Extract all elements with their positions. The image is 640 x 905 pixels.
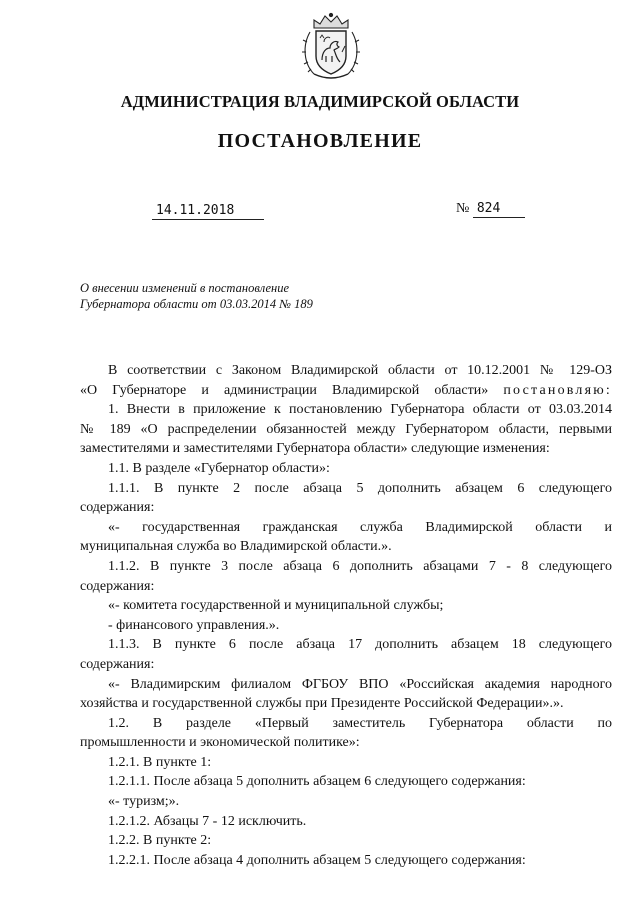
document-number-value: 824 bbox=[473, 201, 525, 218]
body-line: 1.2.1.2. Абзацы 7 - 12 исключить. bbox=[108, 813, 307, 829]
body-line: 1.1.2. В пункте 3 после абзаца 6 дополнить абзацами 7 - 8 следующего bbox=[108, 558, 612, 574]
body-line: 1.1.1. В пункте 2 после абзаца 5 дополнить абзацем 6 следующего bbox=[108, 480, 612, 496]
body-line: 1.2.2.1. После абзаца 4 дополнить абзацем 5 следующего содержания: bbox=[108, 852, 526, 868]
body-line: муниципальная служба во Владимирской области.». bbox=[80, 539, 392, 555]
body-line: № 189 «О распределении обязанностей между Губернатором области, первыми bbox=[80, 421, 612, 437]
body-line: 1. Внести в приложение к постановлению Губернатора области от 03.03.2014 bbox=[108, 402, 612, 418]
body-line: хозяйства и государственной службы при Президенте Российской Федерации».». bbox=[80, 696, 564, 712]
body-line: В соответствии с Законом Владимирской области от 10.12.2001 № 129-ОЗ bbox=[108, 363, 612, 378]
body-text: «О Губернаторе и администрации Владимирской области» bbox=[80, 382, 489, 398]
body-line: содержания: bbox=[80, 500, 155, 516]
body-line: «- государственная гражданская служба Владимирской области и bbox=[108, 519, 612, 535]
body-line bbox=[80, 381, 612, 401]
document-body bbox=[80, 361, 612, 870]
subject-line: Губернатора области от 03.03.2014 № 189 bbox=[80, 297, 313, 311]
number-sign: № bbox=[456, 201, 470, 216]
body-line: «- Владимирским филиалом ФГБОУ ВПО «Российская академия народного bbox=[108, 676, 612, 692]
body-line: промышленности и экономической политике»: bbox=[80, 735, 360, 751]
organization-name: АДМИНИСТРАЦИЯ ВЛАДИМИРСКОЙ ОБЛАСТИ bbox=[120, 92, 520, 111]
body-line: содержания: bbox=[80, 656, 155, 672]
body-line: 1.2. В разделе «Первый заместитель Губернатора области по bbox=[108, 715, 612, 731]
body-line: - финансового управления.». bbox=[108, 617, 280, 633]
body-line: 1.2.2. В пункте 2: bbox=[108, 833, 212, 849]
body-line: «- туризм;». bbox=[108, 794, 180, 810]
body-line: 1.1.3. В пункте 6 после абзаца 17 дополнить абзацем 18 следующего bbox=[108, 637, 612, 653]
document-number bbox=[456, 201, 525, 218]
body-line: 1.1. В разделе «Губернатор области»: bbox=[108, 460, 330, 476]
resolution-word: постановляю: bbox=[503, 382, 612, 398]
subject-line: О внесении изменений в постановление bbox=[80, 281, 290, 295]
body-line: 1.2.1. В пункте 1: bbox=[108, 754, 212, 770]
body-line: «- комитета государственной и муниципальной службы; bbox=[108, 598, 444, 614]
body-line: содержания: bbox=[80, 578, 155, 594]
body-line: заместителями и заместителями Губернатора области» следующие изменения: bbox=[80, 441, 550, 457]
body-line: 1.2.1.1. После абзаца 5 дополнить абзацем 6 следующего содержания: bbox=[108, 774, 526, 790]
document-date: 14.11.2018 bbox=[152, 203, 264, 220]
document-type-title: ПОСТАНОВЛЕНИЕ bbox=[217, 130, 423, 152]
coat-of-arms-emblem bbox=[300, 12, 362, 84]
document-subject bbox=[80, 280, 313, 312]
